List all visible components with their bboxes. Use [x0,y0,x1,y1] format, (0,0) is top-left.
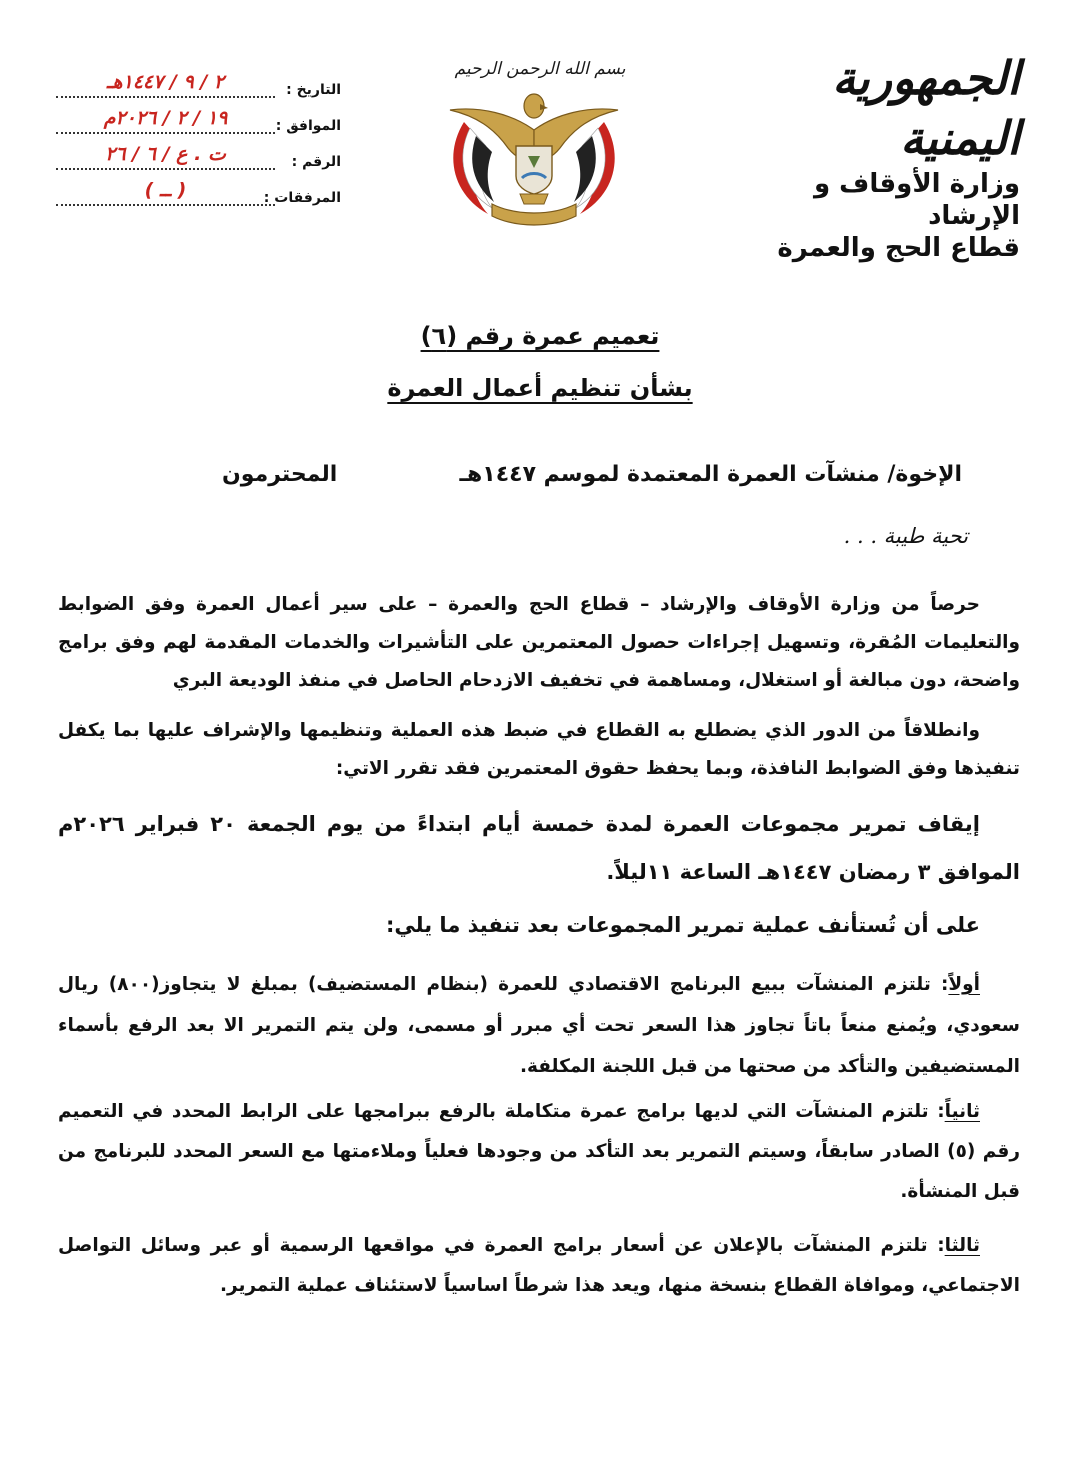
reference-block [56,62,341,206]
corresponding-row [56,98,341,134]
second-clause-text: : تلتزم المنشآت التي لديها برامج عمرة متكاملة بالرفع ببرامجها على الرابط المحدد في التعميم رقم (٥) الصادر سابقاً، وسيتم التمرير بعد التأكد من وجودها فعلياً وملاءمتها مع السعر المحدد للبرنامج من قبل المنشأة. [58,1101,1021,1202]
attachments-value: ( ــ ) [56,177,275,206]
context-paragraph: وانطلاقاً من الدور الذي يضطلع به القطاع في ضبط هذه العملية وتنظيمها والإشراف عليها بما يكفل تنفيذها وفق الضوابط النافذة، وبما يحفظ حقوق المعتمرين فقد تقرر الاتي: [58,720,1020,779]
date-value: ٢ / ٩ / ١٤٤٧هـ [56,69,275,98]
number-row [56,134,341,170]
condition-paragraph: على أن تُستأنف عملية تمرير المجموعات بعد تنفيذ ما يلي: [386,913,980,937]
republic-name: الجمهورية اليمنية [832,51,1020,165]
circular-title: تعميم عمرة رقم (٦) [420,322,660,350]
number-label: الرقم : [291,154,341,170]
third-clause-lead: ثالثا [944,1235,980,1256]
emblem-scroll [492,204,576,225]
date-row [56,62,341,98]
first-clause [58,964,1020,1087]
second-clause-lead: ثانياً [944,1101,980,1122]
circular-subtitle: بشأن تنظيم أعمال العمرة [387,374,693,402]
ministry-name: وزارة الأوقاف و الإرشاد [813,169,1020,231]
first-clause-text: : تلتزم المنشآت ببيع البرنامج الاقتصادي للعمرة (بنظام المستضيف) بمبلغ لا يتجاوز(٨٠٠) ريال سعودي، ويُمنع منعاً باتاً تجاوز هذا السعر تحت أي مبرر أو مسمى، ولن يتم التمرير الا بعد الرفع بأسماء المستضيفين والتأكد من صحتها من قبل اللجنة المكلفة. [58,974,1020,1077]
decision-paragraph: إيقاف تمرير مجموعات العمرة لمدة خمسة أيام ابتداءً من يوم الجمعة ٢٠ فبراير ٢٠٢٦م الموافق ٣ رمضان ١٤٤٧هـ الساعة ١١ليلاً. [58,812,1020,884]
attachments-label: المرفقات : [263,190,341,206]
attachments-row [56,170,341,206]
corresponding-label: الموافق : [275,118,341,134]
third-clause [58,1226,1020,1306]
addressee-line: الإخوة/ منشآت العمرة المعتمدة لموسم ١٤٤٧هـ [459,462,962,487]
emblem-shield [516,146,552,194]
third-clause-text: : تلتزم المنشآت بالإعلان عن أسعار برامج العمرة في مواقعها الرسمية أو عبر وسائل التواصل الاجتماعي، وموافاة القطاع بنسخة منها، ويعد هذا شرطاً اساسياً لاستئناف عملية التمرير. [58,1235,1020,1296]
sector-name: قطاع الحج والعمرة [777,233,1020,263]
yemen-eagle-emblem [436,44,632,234]
number-value: ت . ع / ٦ / ٢٦ [56,141,275,170]
first-clause-lead: أولاً [948,974,980,995]
second-clause [58,1092,1020,1212]
honorific: المحترمون [222,462,338,487]
eagle-tail [520,194,548,204]
ministry-header [720,48,1020,264]
date-label: التاريخ : [286,82,341,98]
intro-paragraph: حرصاً من وزارة الأوقاف والإرشاد – قطاع الحج والعمرة – على سير أعمال العمرة وفق الضوابط والتعليمات المُقرة، وتسهيل إجراءات حصول المعتمرين على التأشيرات والخدمات المقدمة لهم وفق برامج واضحة، دون مبالغة أو استغلال، ومساهمة في تخفيف الازدحام الحاصل في منفذ الوديعة البري [58,594,1020,691]
corresponding-value: ١٩ / ٢ / ٢٠٢٦م [56,105,275,134]
basmala-calligraphy: بسم الله الرحمن الرحيم [454,59,626,79]
greeting: تحية طيبة . . . [843,524,968,548]
